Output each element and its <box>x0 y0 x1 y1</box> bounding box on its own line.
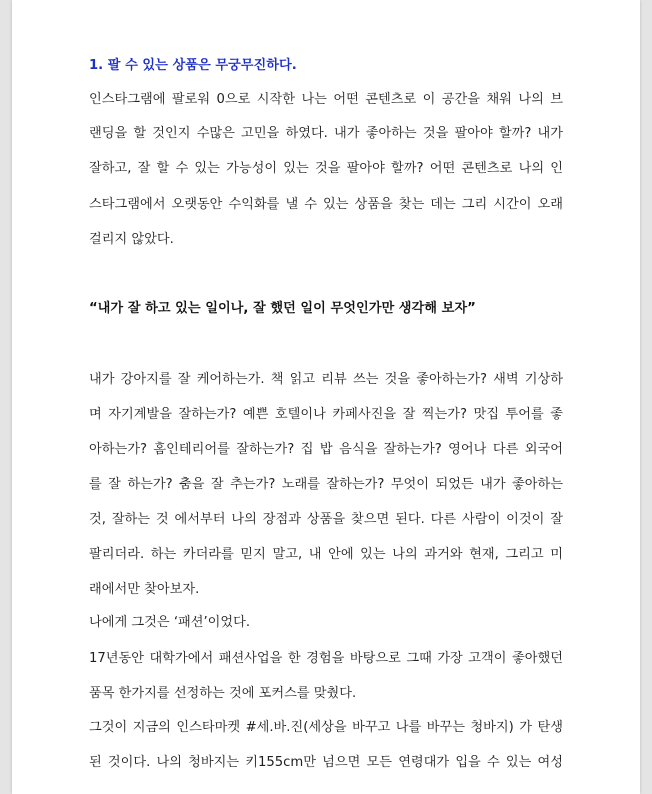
paragraph-2-line-4: 를 잘 하는가? 춤을 잘 추는가? 노래를 잘하는가? 무엇이 되었든 내가 좋아하는 <box>89 477 563 492</box>
paragraph-2-line-5: 것, 잘하는 것 에서부터 나의 장점과 상품을 찾으면 된다. 다른 사람이 이것이 잘 <box>89 512 563 527</box>
paragraph-2-line-3: 아하는가? 홈인테리어를 잘하는가? 집 밥 음식을 잘하는가? 영어나 다른 외국어 <box>89 442 563 457</box>
paragraph-1-line-4: 스타그램에서 오랫동안 수익화를 낼 수 있는 상품을 찾는 데는 그리 시간이 오래 <box>89 197 563 212</box>
paragraph-5-line-1: 그것이 지금의 인스타마켓 #세.바.진(세상을 바꾸고 나를 바꾸는 청바지) 가 탄생 <box>89 720 563 735</box>
paragraph-1-line-5: 걸리지 않았다. <box>89 232 174 247</box>
document-page <box>12 0 640 794</box>
paragraph-3-line-1: 나에게 그것은 ‘패션’이었다. <box>89 615 251 630</box>
section-heading: 1. 팔 수 있는 상품은 무궁무진하다. <box>89 58 297 73</box>
paragraph-1-line-1: 인스타그램에 팔로워 0으로 시작한 나는 어떤 콘텐츠로 이 공간을 채워 나의 브 <box>89 92 563 107</box>
paragraph-4-line-2: 품목 한가지를 선정하는 것에 포커스를 맞췄다. <box>89 686 357 701</box>
paragraph-2-line-1: 내가 강아지를 잘 케어하는가. 책 읽고 리뷰 쓰는 것을 좋아하는가? 새벽 기상하 <box>89 372 563 387</box>
paragraph-2-line-6: 팔리더라. 하는 카더라를 믿지 말고, 내 안에 있는 나의 과거와 현재, 그리고 미 <box>89 547 563 562</box>
paragraph-1-line-2: 랜딩을 할 것인지 수많은 고민을 하였다. 내가 좋아하는 것을 팔아야 할까? 내가 <box>89 126 563 141</box>
paragraph-2-line-2: 며 자기계발을 잘하는가? 예쁜 호텔이나 카페사진을 잘 찍는가? 맛집 투어를 좋 <box>89 407 563 422</box>
paragraph-1-line-3: 잘하고, 잘 할 수 있는 가능성이 있는 것을 팔아야 할까? 어떤 콘텐츠로 나의 인 <box>89 161 563 176</box>
quote-text: “내가 잘 하고 있는 일이나, 잘 했던 일이 무엇인가만 생각해 보자” <box>89 301 476 316</box>
paragraph-4-line-1: 17년동안 대학가에서 패션사업을 한 경험을 바탕으로 그때 가장 고객이 좋아했던 <box>89 651 563 666</box>
paragraph-5-line-2: 된 것이다. 나의 청바지는 키155cm만 넘으면 모든 연령대가 입을 수 있는 여성 <box>89 755 563 770</box>
paragraph-2-line-7: 래에서만 찾아보자. <box>89 582 200 597</box>
